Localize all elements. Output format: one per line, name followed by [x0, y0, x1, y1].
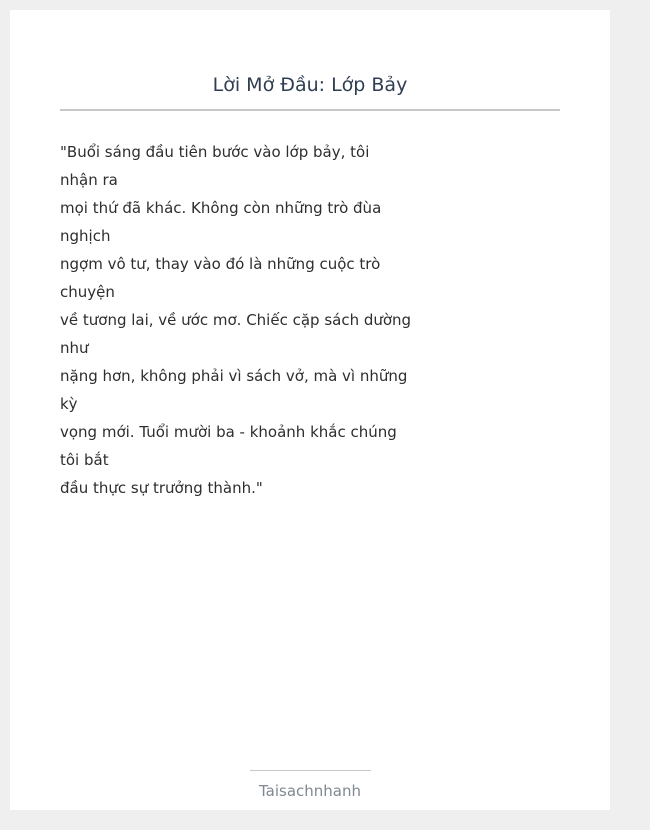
- text-line: tôi bắt: [60, 451, 109, 469]
- body-paragraph: [60, 138, 412, 502]
- page-title: Lời Mở Đầu: Lớp Bảy: [212, 74, 408, 96]
- title-divider: [60, 109, 560, 111]
- text-line: mọi thứ đã khác. Không còn những trò đùa: [60, 199, 382, 217]
- text-line: nặng hơn, không phải vì sách vở, mà vì những: [60, 367, 408, 385]
- footer-divider: [250, 770, 371, 771]
- text-line: như: [60, 339, 89, 357]
- text-line: về tương lai, về ước mơ. Chiếc cặp sách dường: [60, 311, 412, 329]
- text-line: nhận ra: [60, 171, 118, 189]
- text-line: chuyện: [60, 283, 115, 301]
- text-line: "Buổi sáng đầu tiên bước vào lớp bảy, tôi: [60, 143, 370, 161]
- text-line: ngợm vô tư, thay vào đó là những cuộc trò: [60, 255, 381, 273]
- text-line: kỳ: [60, 395, 78, 413]
- document-page: [10, 10, 610, 810]
- text-line: đầu thực sự trưởng thành.": [60, 479, 263, 497]
- text-line: vọng mới. Tuổi mười ba - khoảnh khắc chúng: [60, 423, 397, 441]
- footer-source: Taisachnhanh: [258, 782, 362, 800]
- text-line: nghịch: [60, 227, 111, 245]
